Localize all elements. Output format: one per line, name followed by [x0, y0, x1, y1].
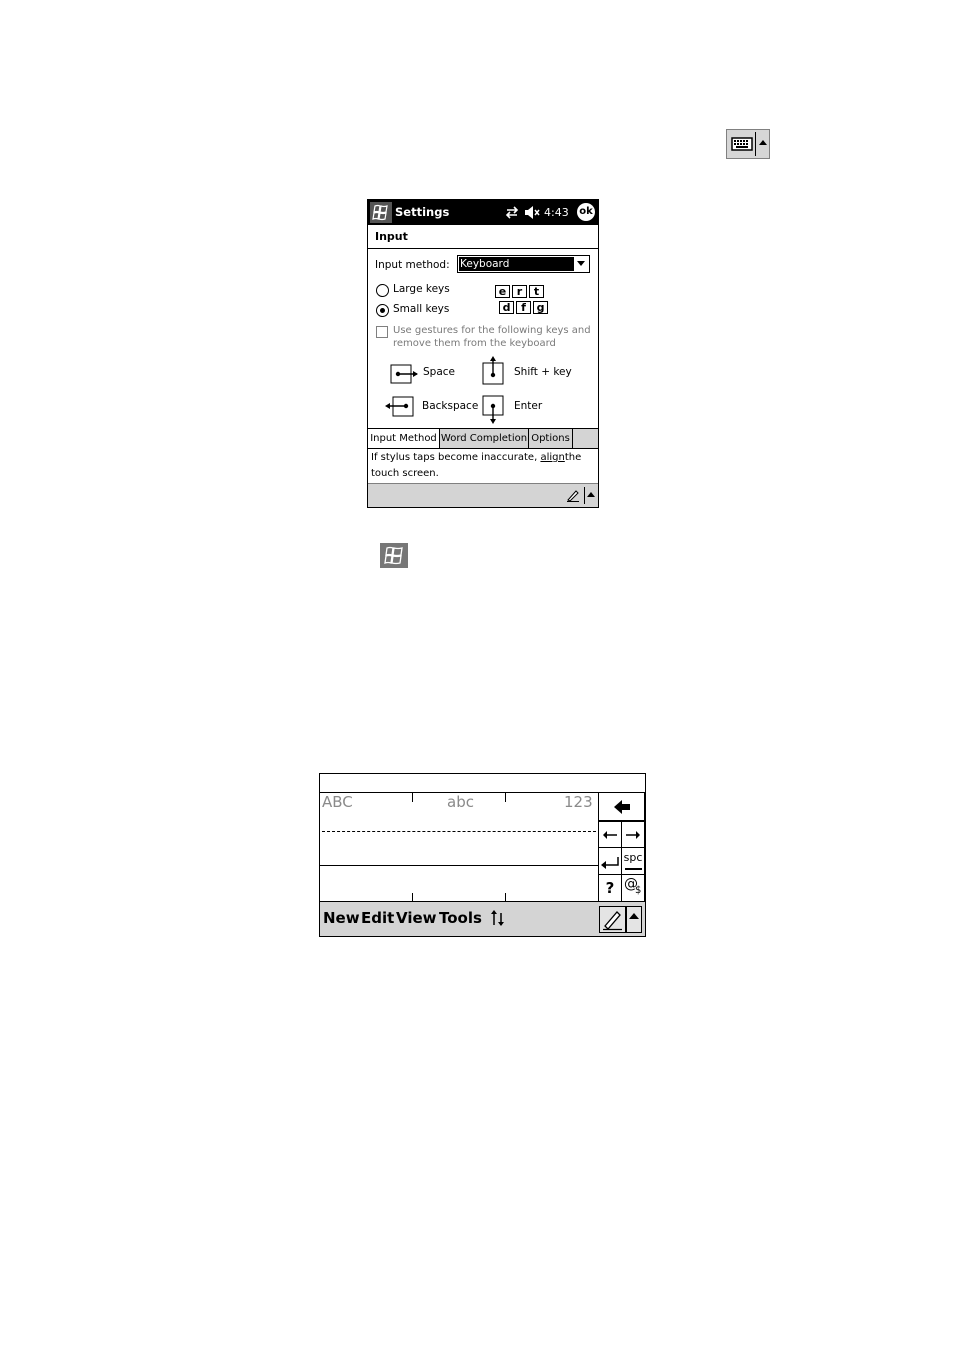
uppercase-writing-area[interactable]: ABC [322, 793, 353, 811]
enter-arrow-icon [600, 856, 620, 870]
shift-gesture-icon [482, 355, 504, 385]
help-key-label: ? [605, 879, 615, 897]
menu-new[interactable]: New [323, 909, 360, 927]
windows-start-icon[interactable] [370, 202, 392, 223]
key-preview-cap: r [512, 285, 527, 298]
tab-options[interactable]: Options [529, 429, 573, 448]
bottom-bar [368, 483, 598, 507]
help-key[interactable] [598, 874, 622, 902]
tab-word-completion[interactable]: Word Completion [440, 429, 529, 448]
windows-start-icon [380, 543, 408, 568]
menu-tools[interactable]: Tools [439, 909, 482, 927]
tab-input-method[interactable]: Input Method [368, 429, 440, 448]
writing-guide-line [322, 831, 596, 832]
arrow-left-icon [602, 830, 618, 840]
app-title: Settings [395, 205, 450, 219]
hint-text [371, 452, 581, 463]
toggle-separator [755, 132, 756, 156]
speaker-muted-icon[interactable] [524, 205, 540, 220]
arrow-up-icon[interactable] [758, 138, 768, 148]
menu-view[interactable]: View [396, 909, 437, 927]
bottom-separator [584, 487, 585, 504]
backspace-gesture-icon [384, 396, 414, 418]
key-preview-cap: g [533, 301, 548, 314]
cursor-left-key[interactable] [598, 821, 622, 848]
backspace-arrow-icon [613, 799, 631, 815]
large-keys-label[interactable]: Large keys [393, 283, 450, 295]
number-writing-area[interactable]: 123 [564, 793, 593, 811]
space-gesture-label: Space [423, 366, 455, 378]
pen-input-button[interactable] [599, 906, 626, 933]
space-gesture-icon [390, 363, 420, 385]
pen-input-icon[interactable] [566, 488, 580, 502]
menu-edit[interactable]: Edit [361, 909, 395, 927]
input-method-label: Input method: [375, 259, 450, 271]
hint-text-line2: touch screen. [371, 468, 439, 479]
arrow-up-icon [627, 907, 641, 932]
connectivity-icon[interactable] [504, 204, 520, 220]
letter-recognizer-panel [319, 773, 646, 937]
space-key-label: spc [623, 851, 643, 864]
input-method-value: Keyboard [459, 257, 574, 271]
space-underline [625, 868, 642, 870]
radio-selected-dot [380, 308, 385, 313]
large-keys-radio[interactable] [376, 284, 389, 297]
backspace-key[interactable] [598, 792, 645, 821]
backspace-gesture-label: Backspace [422, 400, 479, 412]
keyboard-icon [731, 137, 753, 151]
hint-prefix: If stylus taps become inaccurate, [371, 452, 541, 463]
zone-divider [505, 793, 506, 802]
use-gestures-checkbox[interactable] [376, 326, 388, 338]
arrow-up-icon[interactable] [587, 491, 595, 499]
small-keys-label[interactable]: Small keys [393, 303, 450, 315]
tab-strip [368, 428, 598, 449]
writing-baseline [320, 865, 598, 866]
title-bar [368, 200, 598, 225]
enter-gesture-icon [482, 395, 504, 425]
pen-input-icon [600, 907, 625, 932]
hint-suffix: the [564, 452, 582, 463]
key-preview-cap: d [499, 301, 514, 314]
sort-arrows-icon[interactable] [490, 909, 506, 927]
key-preview-cap: e [495, 285, 510, 298]
enter-key[interactable] [598, 847, 622, 875]
zone-divider [412, 793, 413, 802]
chevron-down-icon [576, 261, 586, 267]
input-panel-toggle-button[interactable] [726, 129, 770, 159]
cursor-right-key[interactable] [621, 821, 645, 848]
panel-top-rule [320, 792, 645, 793]
gestures-label-line1: Use gestures for the following keys and [393, 325, 591, 336]
align-link[interactable]: align [540, 452, 565, 463]
settings-screen [367, 199, 599, 508]
arrow-right-icon [625, 830, 641, 840]
space-key[interactable] [621, 847, 645, 875]
section-title: Input [375, 230, 408, 243]
shift-gesture-label: Shift + key [514, 366, 572, 378]
input-method-dropdown[interactable] [457, 255, 590, 273]
key-preview-cap: f [516, 301, 531, 314]
enter-gesture-label: Enter [514, 400, 543, 412]
menu-bar [320, 901, 645, 936]
divider [368, 248, 598, 249]
symbols-key-sublabel: $ [635, 885, 642, 896]
gestures-label-line2: remove them from the keyboard [393, 338, 556, 349]
small-keys-radio[interactable] [376, 304, 389, 317]
symbols-key-label: @ [624, 876, 638, 892]
ok-button[interactable]: ok [577, 203, 595, 221]
lowercase-writing-area[interactable]: abc [447, 793, 474, 811]
symbols-key[interactable] [621, 874, 645, 902]
key-preview-cap: t [529, 285, 544, 298]
input-panel-menu-button[interactable] [626, 906, 642, 933]
clock[interactable]: 4:43 [544, 206, 569, 219]
